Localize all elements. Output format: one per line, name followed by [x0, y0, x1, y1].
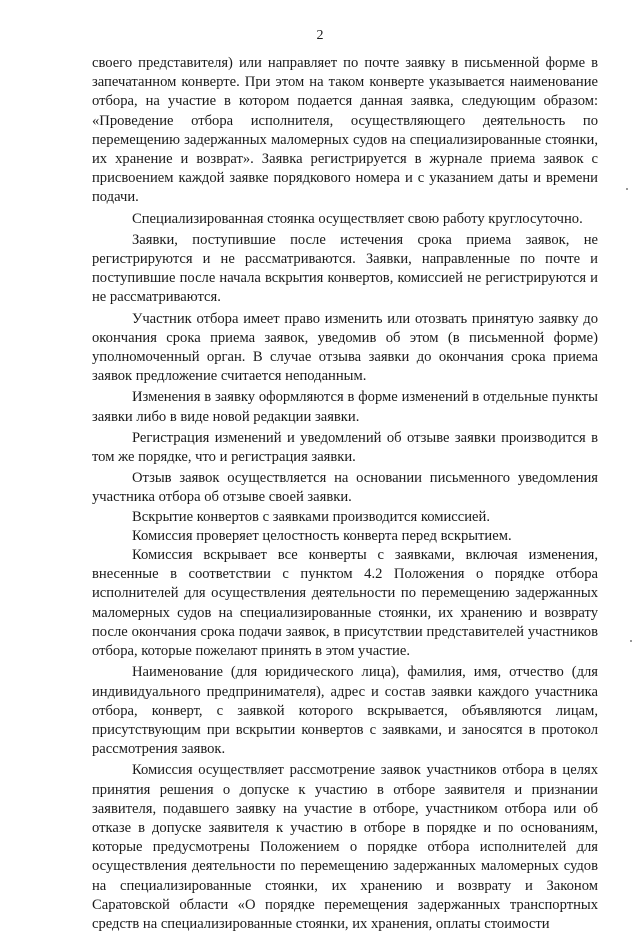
paragraph-late-applications: Заявки, поступившие после истечения срока приема заявок, не регистрируются и не рассматриваются. Заявки, направленные по почте и поступившие после начала вскрытия конвертов, комиссией не регистрируются и не рассматриваются. — [92, 231, 598, 306]
paragraph-changes-form: Изменения в заявку оформляются в форме изменений в отдельные пункты заявки либо в виде новой редакции заявки. — [92, 389, 598, 425]
scan-speck — [630, 640, 632, 642]
scan-speck — [626, 188, 628, 190]
paragraph-review: Комиссия осуществляет рассмотрение заявок участников отбора в целях принятия решения о допуске к участию в отборе заявителя и признании заявителя, подавшего заявку на участие в отборе, участником отбора или об отказе в допуске заявителя к участию в отборе в порядке и по основаниям, которые предусмотрены Положением о порядке отбора исполнителей для осуществления деятельности по перемещению задержанных маломерных судов на специализированные стоянки, их хранению и возврату и Законом Саратовской области «О порядке перемещения задержанных транспортных средств на специализированные стоянки, их хранения, оплаты стоимости — [92, 762, 598, 932]
paragraph-opening-procedure: Комиссия вскрывает все конверты с заявками, включая изменения, внесенные в соответствии с пунктом 4.2 Положения о порядке отбора исполнителей для осуществления деятельности по перемещению задержанных маломерных судов на специализированные стоянки, их хранению и возврату после окончания срока подачи заявок, в присутствии представителей участников отбора, которые пожелают принять в этом участие. — [92, 547, 598, 660]
paragraph-announcement: Наименование (для юридического лица), фамилия, имя, отчество (для индивидуального предпринимателя), адрес и состав заявки каждого участника отбора, конверт, с заявкой которого вскрывается, объявляются лицам, присутствующим при вскрытии конвертов с заявками, и заносятся в протокол рассмотрения заявок. — [92, 664, 598, 758]
paragraph-envelope-integrity: Комиссия проверяет целостность конверта перед вскрытием. — [132, 527, 512, 544]
paragraph-continuation: своего представителя) или направляет по почте заявку в письменной форме в запечатанном конверте. При этом на таком конверте указывается наименование отбора, на участие в котором подается данная заявка, следующим образом: «Проведение отбора исполнителя, осуществляющего деятельность по перемещению задержанных маломерных судов на специализированные стоянки, их хранение и возврат». Заявка регистрируется в журнале приема заявок с присвоением каждой заявке порядкового номера и с указанием даты и времени подачи. — [92, 55, 598, 206]
paragraph-withdraw-right: Участник отбора имеет право изменить или отозвать принятую заявку до окончания срока приема заявок, уведомив об этом (в письменной форме) уполномоченный орган. В случае отзыва заявки до окончания срока приема заявок предложение считается неподанным. — [92, 310, 598, 385]
paragraph-parking-hours: Специализированная стоянка осуществляет свою работу круглосуточно. — [132, 210, 583, 227]
page-number: 2 — [316, 28, 324, 43]
document-body — [92, 54, 598, 934]
paragraph-changes-registration: Регистрация изменений и уведомлений об отзыве заявки производится в том же порядке, что и регистрация заявки. — [92, 429, 598, 466]
paragraph-envelope-opening: Вскрытие конвертов с заявками производится комиссией. — [132, 508, 490, 525]
paragraph-withdrawal-basis: Отзыв заявок осуществляется на основании письменного уведомления участника отбора об отзыве своей заявки. — [92, 470, 598, 506]
